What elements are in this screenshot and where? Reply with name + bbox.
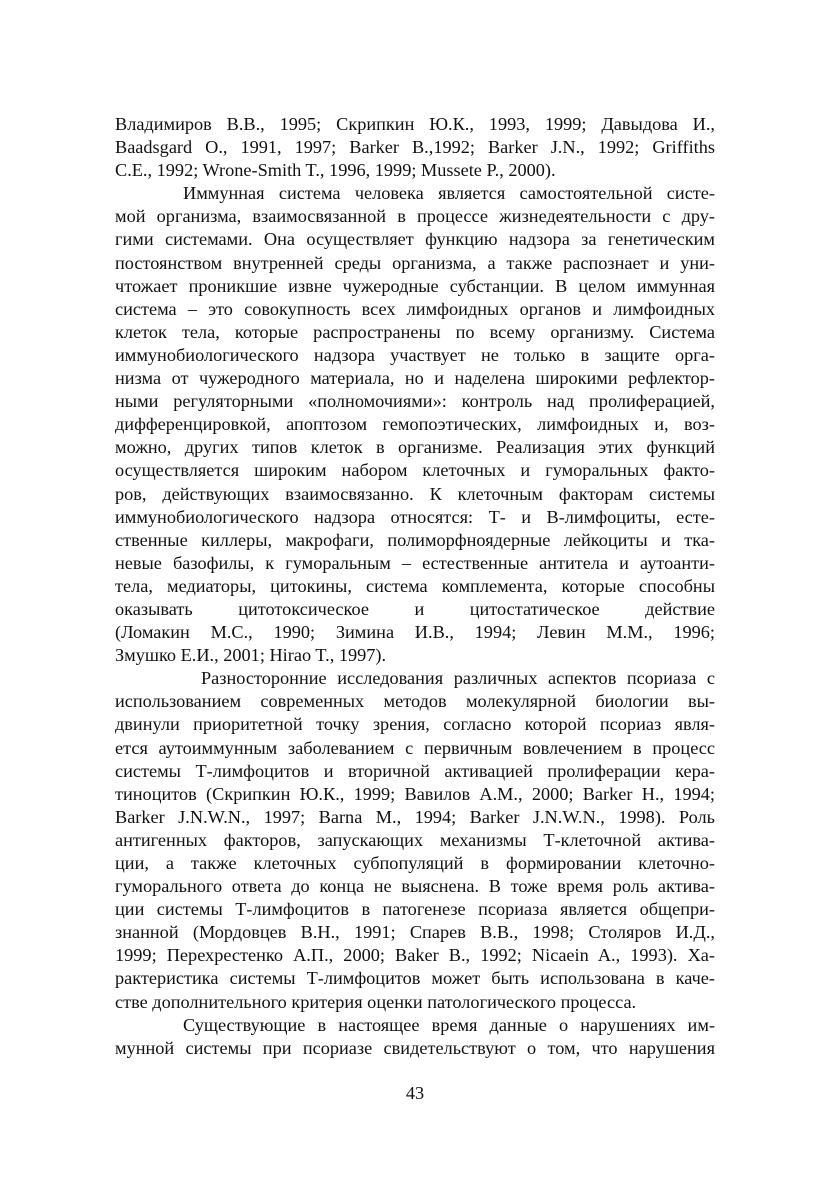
text-line: C.E., 1992; Wrone-Smith T., 1996, 1999; Mussete P., 2000). [115,160,556,181]
text-line: двинули приоритетной точку зрения, согласно которой псориаз явля- [115,714,715,735]
text-line: низма от чужеродного материала, но и наделена широкими рефлектор- [115,368,715,389]
text-line: оказывать цитотоксическое и цитостатическое действие [115,598,715,619]
body-text [115,113,715,1060]
text-line: осуществляется широким набором клеточных и гуморальных факто- [115,460,715,481]
text-line: ров, действующих взаимосвязанно. К клеточным факторам системы [115,483,715,504]
text-line: ции системы Т-лимфоцитов в патогенезе псориаза является общепри- [115,899,715,920]
text-line: иммунобиологического надзора участвует не только в защите орга- [115,344,715,365]
text-line: антигенных факторов, запускающих механизмы Т-клеточной актива- [115,829,715,850]
text-line: иммунобиологического надзора относятся: Т- и В-лимфоциты, есте- [115,506,715,527]
text-line: стве дополнительного критерия оценки патологического процесса. [115,991,637,1012]
text-line: ется аутоиммунным заболеванием с первичным вовлечением в процесс [115,737,715,758]
text-line: гими системами. Она осуществляет функцию надзора за генетическим [115,229,715,250]
text-line: тиноцитов (Скрипкин Ю.К., 1999; Вавилов А.М., 2000; Barker H., 1994; [115,783,715,804]
text-line: невые базофилы, к гуморальным – естественные антитела и аутоанти- [115,552,715,573]
text-line: 1999; Перехрестенко А.П., 2000; Baker B., 1992; Nicaein A., 1993). Ха- [115,945,715,966]
text-line: мой организма, взаимосвязанной в процессе жизнедеятельности с дру- [115,206,715,227]
text-line: знанной (Мордовцев В.Н., 1991; Спарев В.В., 1998; Столяров И.Д., [115,922,715,943]
text-line: мунной системы при псориазе свидетельствуют о том, что нарушения [115,1037,715,1058]
text-line: постоянством внутренней среды организма, а также распознает и уни- [115,252,715,273]
text-line: Barker J.N.W.N., 1997; Barna M., 1994; Barker J.N.W.N., 1998). Роль [115,806,715,827]
paragraph-first-line: Разносторонние исследования различных аспектов псориаза с [201,668,715,689]
text-line: системы Т-лимфоцитов и вторичной активацией пролиферации кера- [115,760,715,781]
text-line: Владимиров В.В., 1995; Скрипкин Ю.К., 1993, 1999; Давыдова И., [115,114,715,134]
text-line: можно, других типов клеток в организме. Реализация этих функций [115,437,715,458]
text-line: система – это совокупность всех лимфоидных органов и лимфоидных [115,298,715,319]
text-line: рактеристика системы Т-лимфоцитов может быть использована в каче- [115,968,715,989]
text-line: ственные киллеры, макрофаги, полиморфноядерные лейкоциты и тка- [115,529,715,550]
text-line: ции, а также клеточных субпопуляций в формировании клеточно- [115,853,715,873]
text-line: чтожает проникшие извне чужеродные субстанции. В целом иммунная [115,275,715,296]
paragraph-first-line: Существующие в настоящее время данные о нарушениях им- [183,1014,715,1035]
text-line: использованием современных методов молекулярной биологии вы- [115,691,715,712]
text-line: тела, медиаторы, цитокины, система комплемента, которые способны [115,575,715,596]
paragraph-first-line: Иммунная система человека является самостоятельной систе- [183,183,715,204]
text-line: ными регуляторными «полномочиями»: контроль над пролиферацией, [115,391,715,412]
text-line: Змушко Е.И., 2001; Hirao T., 1997). [115,645,387,666]
text-line: (Ломакин М.С., 1990; Зимина И.В., 1994; Левин М.М., 1996; [115,622,715,643]
text-line: дифференцировкой, апоптозом гемопоэтических, лимфоидных и, воз- [115,414,715,435]
text-line: Baadsgard O., 1991, 1997; Barker B.,1992; Barker J.N., 1992; Griffiths [115,137,715,158]
page-number: 43 [405,1083,425,1103]
text-line: клеток тела, которые распространены по всему организму. Система [115,321,715,342]
text-line: гуморального ответа до конца не выяснена. В тоже время роль актива- [115,876,715,897]
